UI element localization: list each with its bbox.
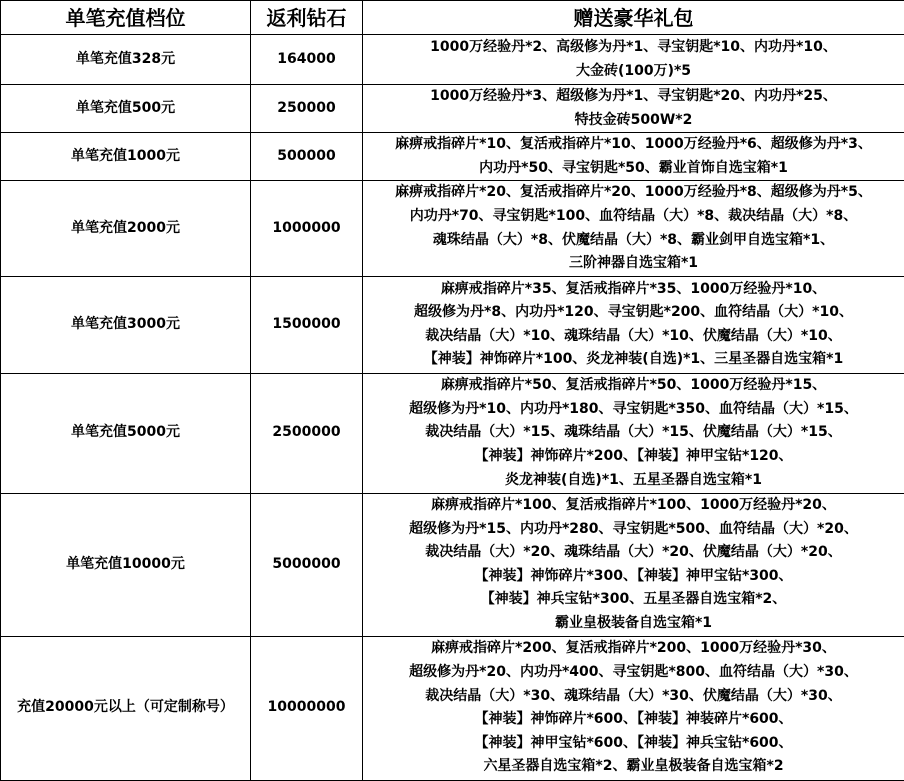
diamonds-cell: 164000 bbox=[251, 35, 363, 85]
gift-line: 【神装】神甲宝钻*600、【神装】神兵宝钻*600、 bbox=[365, 732, 902, 756]
tier-cell: 单笔充值10000元 bbox=[1, 493, 251, 636]
tier-cell: 单笔充值328元 bbox=[1, 35, 251, 85]
tier-cell: 单笔充值5000元 bbox=[1, 373, 251, 493]
gift-line: 麻痹戒指碎片*20、复活戒指碎片*20、1000万经验丹*8、超级修为丹*5、 bbox=[365, 181, 902, 205]
gift-line: 1000万经验丹*3、超级修为丹*1、寻宝钥匙*20、内功丹*25、 bbox=[365, 85, 902, 109]
gift-line: 魂珠结晶（大）*8、伏魔结晶（大）*8、霸业剑甲自选宝箱*1、 bbox=[365, 229, 902, 253]
table-row bbox=[1, 181, 904, 276]
gift-line: 1000万经验丹*2、高级修为丹*1、寻宝钥匙*10、内功丹*10、 bbox=[365, 36, 902, 60]
table-row bbox=[1, 373, 904, 493]
gift-cell bbox=[363, 373, 904, 493]
tier-cell: 单笔充值500元 bbox=[1, 85, 251, 133]
table-row bbox=[1, 636, 904, 780]
diamonds-cell: 10000000 bbox=[251, 636, 363, 780]
gift-line: 裁决结晶（大）*30、魂珠结晶（大）*30、伏魔结晶（大）*30、 bbox=[365, 685, 902, 709]
gift-line: 内功丹*50、寻宝钥匙*50、霸业首饰自选宝箱*1 bbox=[365, 157, 902, 181]
gift-line: 大金砖(100万)*5 bbox=[365, 60, 902, 84]
gift-line: 裁决结晶（大）*10、魂珠结晶（大）*10、伏魔结晶（大）*10、 bbox=[365, 325, 902, 349]
gift-line: 霸业皇极装备自选宝箱*1 bbox=[365, 612, 902, 636]
gift-cell bbox=[363, 181, 904, 276]
gift-line: 麻痹戒指碎片*35、复活戒指碎片*35、1000万经验丹*10、 bbox=[365, 278, 902, 302]
gift-line: 内功丹*70、寻宝钥匙*100、血符结晶（大）*8、裁决结晶（大）*8、 bbox=[365, 205, 902, 229]
gift-line: 超级修为丹*20、内功丹*400、寻宝钥匙*800、血符结晶（大）*30、 bbox=[365, 661, 902, 685]
gift-line: 【神装】神兵宝钻*300、五星圣器自选宝箱*2、 bbox=[365, 588, 902, 612]
gift-cell bbox=[363, 636, 904, 780]
tier-cell: 单笔充值1000元 bbox=[1, 133, 251, 181]
gift-line: 麻痹戒指碎片*200、复活戒指碎片*200、1000万经验丹*30、 bbox=[365, 637, 902, 661]
tier-cell: 单笔充值3000元 bbox=[1, 276, 251, 373]
gift-line: 裁决结晶（大）*20、魂珠结晶（大）*20、伏魔结晶（大）*20、 bbox=[365, 541, 902, 565]
diamonds-cell: 1500000 bbox=[251, 276, 363, 373]
gift-line: 超级修为丹*15、内功丹*280、寻宝钥匙*500、血符结晶（大）*20、 bbox=[365, 518, 902, 542]
gift-cell bbox=[363, 35, 904, 85]
header-gift: 赠送豪华礼包 bbox=[363, 1, 904, 35]
gift-line: 超级修为丹*8、内功丹*120、寻宝钥匙*200、血符结晶（大）*10、 bbox=[365, 301, 902, 325]
gift-cell bbox=[363, 133, 904, 181]
tier-cell: 充值20000元以上（可定制称号） bbox=[1, 636, 251, 780]
table-row bbox=[1, 85, 904, 133]
gift-line: 麻痹戒指碎片*50、复活戒指碎片*50、1000万经验丹*15、 bbox=[365, 374, 902, 398]
table-row bbox=[1, 35, 904, 85]
diamonds-cell: 5000000 bbox=[251, 493, 363, 636]
diamonds-cell: 250000 bbox=[251, 85, 363, 133]
gift-line: 麻痹戒指碎片*100、复活戒指碎片*100、1000万经验丹*20、 bbox=[365, 494, 902, 518]
diamonds-cell: 500000 bbox=[251, 133, 363, 181]
table-row bbox=[1, 493, 904, 636]
gift-line: 特技金砖500W*2 bbox=[365, 109, 902, 133]
header-diamonds: 返利钻石 bbox=[251, 1, 363, 35]
table-header bbox=[1, 1, 904, 35]
header-tier: 单笔充值档位 bbox=[1, 1, 251, 35]
gift-line: 裁决结晶（大）*15、魂珠结晶（大）*15、伏魔结晶（大）*15、 bbox=[365, 421, 902, 445]
gift-line: 【神装】神饰碎片*100、炎龙神装(自选)*1、三星圣器自选宝箱*1 bbox=[365, 348, 902, 372]
gift-line: 麻痹戒指碎片*10、复活戒指碎片*10、1000万经验丹*6、超级修为丹*3、 bbox=[365, 133, 902, 157]
table-row bbox=[1, 276, 904, 373]
table-body bbox=[1, 35, 904, 781]
gift-line: 三阶神器自选宝箱*1 bbox=[365, 252, 902, 276]
gift-line: 【神装】神饰碎片*300、【神装】神甲宝钻*300、 bbox=[365, 565, 902, 589]
diamonds-cell: 2500000 bbox=[251, 373, 363, 493]
gift-line: 超级修为丹*10、内功丹*180、寻宝钥匙*350、血符结晶（大）*15、 bbox=[365, 398, 902, 422]
gift-line: 【神装】神饰碎片*200、【神装】神甲宝钻*120、 bbox=[365, 445, 902, 469]
gift-line: 炎龙神装(自选)*1、五星圣器自选宝箱*1 bbox=[365, 469, 902, 493]
gift-cell bbox=[363, 276, 904, 373]
diamonds-cell: 1000000 bbox=[251, 181, 363, 276]
table-row bbox=[1, 133, 904, 181]
gift-line: 六星圣器自选宝箱*2、霸业皇极装备自选宝箱*2 bbox=[365, 755, 902, 779]
tier-cell: 单笔充值2000元 bbox=[1, 181, 251, 276]
gift-cell bbox=[363, 493, 904, 636]
gift-line: 【神装】神饰碎片*600、【神装】神装碎片*600、 bbox=[365, 708, 902, 732]
header-row bbox=[1, 1, 904, 35]
gift-cell bbox=[363, 85, 904, 133]
